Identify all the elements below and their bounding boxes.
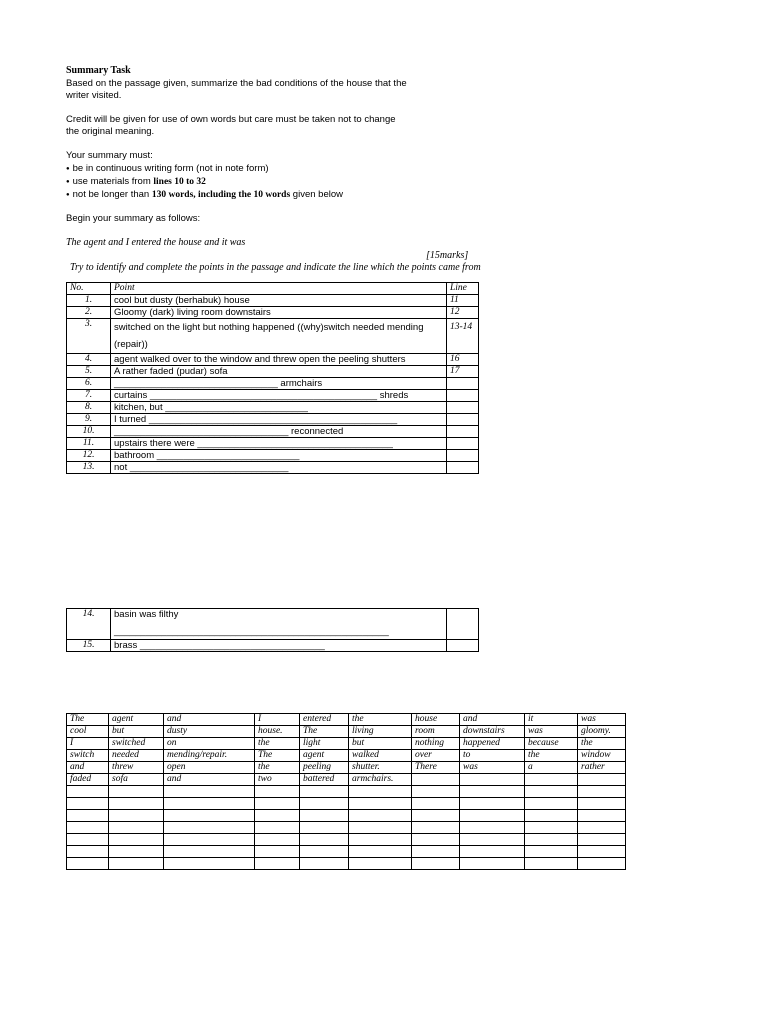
grid-cell[interactable] (255, 798, 300, 810)
line-number[interactable]: 13-14 (447, 319, 479, 354)
grid-cell[interactable]: sofa (109, 774, 164, 786)
header-line: Line (447, 283, 479, 295)
line-number[interactable] (447, 640, 479, 652)
grid-cell[interactable] (255, 846, 300, 858)
grid-cell[interactable]: entered (300, 714, 349, 726)
grid-cell[interactable] (349, 810, 412, 822)
point-text[interactable]: cool but dusty (berhabuk) house (111, 295, 447, 307)
grid-cell[interactable]: nothing (412, 738, 460, 750)
line-number[interactable] (447, 378, 479, 390)
lines-range: lines 10 to 32 (153, 177, 206, 187)
grid-cell[interactable]: and (67, 762, 109, 774)
grid-cell[interactable] (109, 786, 164, 798)
grid-row (67, 750, 626, 762)
grid-cell[interactable]: happened (460, 738, 525, 750)
grid-cell[interactable]: the (255, 738, 300, 750)
credit-line-2: the original meaning. (66, 126, 155, 137)
grid-cell[interactable] (67, 810, 109, 822)
grid-cell[interactable]: mending/repair. (164, 750, 255, 762)
grid-cell[interactable] (164, 846, 255, 858)
grid-cell[interactable]: switched (109, 738, 164, 750)
grid-cell[interactable]: The (67, 714, 109, 726)
marks-label: [15marks] (426, 250, 469, 261)
grid-cell[interactable] (578, 810, 626, 822)
point-text[interactable]: brass ___________________________________ (111, 640, 447, 652)
line-number[interactable] (447, 450, 479, 462)
grid-row (67, 774, 626, 786)
grid-cell[interactable] (300, 786, 349, 798)
grid-cell[interactable]: light (300, 738, 349, 750)
point-number: 11. (67, 438, 111, 450)
grid-cell[interactable] (255, 786, 300, 798)
table-row (67, 378, 479, 390)
grid-cell[interactable] (460, 858, 525, 870)
point-text[interactable]: switched on the light but nothing happened ((why)switch needed mending (repair)) (111, 319, 447, 354)
line-number[interactable]: 11 (447, 295, 479, 307)
grid-cell[interactable] (578, 774, 626, 786)
point-number: 3. (67, 319, 111, 354)
grid-cell[interactable]: to (460, 750, 525, 762)
grid-cell[interactable] (412, 834, 460, 846)
grid-cell[interactable]: The (300, 726, 349, 738)
line-number[interactable] (447, 609, 479, 640)
point-text[interactable]: Gloomy (dark) living room downstairs (111, 307, 447, 319)
grid-cell[interactable] (578, 798, 626, 810)
task-title: Summary Task (66, 65, 131, 76)
grid-cell[interactable] (109, 846, 164, 858)
grid-row (67, 786, 626, 798)
grid-cell[interactable] (525, 786, 578, 798)
grid-cell[interactable] (525, 858, 578, 870)
grid-row (67, 798, 626, 810)
grid-cell[interactable]: because (525, 738, 578, 750)
grid-cell[interactable]: cool (67, 726, 109, 738)
grid-cell[interactable] (109, 858, 164, 870)
grid-cell[interactable] (67, 834, 109, 846)
grid-cell[interactable] (164, 810, 255, 822)
point-number: 8. (67, 402, 111, 414)
points-table-continued (66, 608, 479, 652)
grid-cell[interactable]: walked (349, 750, 412, 762)
grid-row (67, 822, 626, 834)
grid-cell[interactable]: and (164, 774, 255, 786)
line-number[interactable] (447, 414, 479, 426)
table-row (67, 402, 479, 414)
point-number: 7. (67, 390, 111, 402)
grid-row (67, 714, 626, 726)
grid-cell[interactable]: rather (578, 762, 626, 774)
table-row (67, 450, 479, 462)
grid-cell[interactable] (300, 834, 349, 846)
point-text[interactable]: I turned _______________________________________________ (111, 414, 447, 426)
grid-cell[interactable] (578, 858, 626, 870)
grid-cell[interactable]: agent (109, 714, 164, 726)
grid-cell[interactable]: the (255, 762, 300, 774)
grid-cell[interactable] (578, 846, 626, 858)
point-number: 13. (67, 462, 111, 474)
grid-cell[interactable]: and (460, 714, 525, 726)
grid-cell[interactable] (460, 786, 525, 798)
grid-cell[interactable] (412, 786, 460, 798)
grid-cell[interactable] (255, 822, 300, 834)
grid-cell[interactable] (164, 798, 255, 810)
grid-cell[interactable]: needed (109, 750, 164, 762)
begin-prompt: Begin your summary as follows: (66, 213, 201, 224)
grid-cell[interactable] (525, 834, 578, 846)
grid-cell[interactable] (525, 774, 578, 786)
grid-cell[interactable] (460, 846, 525, 858)
header-point: Point (111, 283, 447, 295)
table-row (67, 426, 479, 438)
point-text[interactable]: bathroom ___________________________ (111, 450, 447, 462)
grid-cell[interactable] (460, 810, 525, 822)
grid-cell[interactable] (255, 858, 300, 870)
table-row (67, 609, 479, 640)
credit-line-1: Credit will be given for use of own words but care must be taken not to change (66, 114, 396, 125)
intro-line-2: writer visited. (66, 90, 122, 101)
grid-cell[interactable] (164, 858, 255, 870)
points-table (66, 282, 479, 474)
point-text[interactable] (111, 609, 447, 640)
grid-row (67, 846, 626, 858)
point-number: 14. (67, 609, 111, 640)
grid-cell[interactable] (300, 798, 349, 810)
point-number: 2. (67, 307, 111, 319)
intro-line-1: Based on the passage given, summarize the bad conditions of the house that the (66, 78, 407, 89)
grid-cell[interactable] (349, 786, 412, 798)
grid-cell[interactable] (412, 858, 460, 870)
grid-cell[interactable] (412, 810, 460, 822)
grid-cell[interactable] (525, 810, 578, 822)
table-row (67, 438, 479, 450)
line-number[interactable]: 12 (447, 307, 479, 319)
requirement-bullet-1: ● be in continuous writing form (not in note form) (66, 163, 269, 175)
grid-cell[interactable] (349, 858, 412, 870)
grid-cell[interactable] (578, 834, 626, 846)
grid-cell[interactable] (67, 822, 109, 834)
grid-cell[interactable] (67, 786, 109, 798)
grid-cell[interactable]: living (349, 726, 412, 738)
grid-cell[interactable] (164, 786, 255, 798)
line-number[interactable]: 17 (447, 366, 479, 378)
grid-cell[interactable]: a (525, 762, 578, 774)
point-text[interactable]: upstairs there were _____________________________________ (111, 438, 447, 450)
grid-cell[interactable] (460, 774, 525, 786)
grid-cell[interactable] (412, 846, 460, 858)
point-text-line-2: ____________________________________________________ (114, 626, 389, 637)
grid-cell[interactable] (300, 810, 349, 822)
line-number[interactable] (447, 438, 479, 450)
line-number[interactable]: 16 (447, 354, 479, 366)
grid-cell[interactable] (412, 822, 460, 834)
point-number: 1. (67, 295, 111, 307)
line-number[interactable] (447, 462, 479, 474)
point-number: 10. (67, 426, 111, 438)
requirement-bullet-2: ● use materials from lines 10 to 32 (66, 176, 206, 188)
grid-cell[interactable]: on (164, 738, 255, 750)
table-row (67, 414, 479, 426)
grid-cell[interactable]: switch (67, 750, 109, 762)
grid-cell[interactable]: peeling (300, 762, 349, 774)
header-no: No. (67, 283, 111, 295)
grid-cell[interactable]: agent (300, 750, 349, 762)
grid-cell[interactable]: I (67, 738, 109, 750)
grid-cell[interactable] (109, 834, 164, 846)
grid-cell[interactable] (578, 786, 626, 798)
grid-cell[interactable]: shutter. (349, 762, 412, 774)
grid-cell[interactable]: but (349, 738, 412, 750)
point-text[interactable]: _______________________________ armchairs (111, 378, 447, 390)
point-number: 4. (67, 354, 111, 366)
grid-cell[interactable]: faded (67, 774, 109, 786)
grid-cell[interactable] (525, 798, 578, 810)
grid-cell[interactable] (164, 834, 255, 846)
word-limit: 130 words, including the 10 words (151, 190, 291, 200)
grid-cell[interactable]: dusty (164, 726, 255, 738)
grid-cell[interactable] (109, 798, 164, 810)
points-table-header (67, 283, 479, 295)
requirements-heading: Your summary must: (66, 150, 153, 161)
grid-cell[interactable] (460, 834, 525, 846)
grid-cell[interactable] (349, 846, 412, 858)
grid-cell[interactable] (109, 822, 164, 834)
table-row (67, 390, 479, 402)
grid-row (67, 834, 626, 846)
table-row (67, 295, 479, 307)
grid-cell[interactable] (67, 858, 109, 870)
grid-cell[interactable] (67, 846, 109, 858)
grid-cell[interactable]: battered (300, 774, 349, 786)
grid-cell[interactable]: gloomy. (578, 726, 626, 738)
grid-cell[interactable]: I (255, 714, 300, 726)
grid-cell[interactable] (255, 834, 300, 846)
line-number[interactable] (447, 390, 479, 402)
point-text[interactable]: not ______________________________ (111, 462, 447, 474)
table-row (67, 462, 479, 474)
grid-cell[interactable]: and (164, 714, 255, 726)
grid-cell[interactable] (412, 774, 460, 786)
grid-cell[interactable]: was (578, 714, 626, 726)
grid-cell[interactable]: the (349, 714, 412, 726)
summary-starter: The agent and I entered the house and it was (66, 237, 246, 248)
grid-row (67, 810, 626, 822)
point-text-line-1: basin was filthy (114, 609, 179, 620)
grid-cell[interactable] (300, 822, 349, 834)
grid-cell[interactable] (460, 822, 525, 834)
point-text[interactable]: _________________________________ reconnected (111, 426, 447, 438)
point-number: 9. (67, 414, 111, 426)
grid-cell[interactable]: window (578, 750, 626, 762)
table-row (67, 319, 479, 354)
grid-cell[interactable]: two (255, 774, 300, 786)
grid-cell[interactable] (109, 810, 164, 822)
point-text[interactable]: A rather faded (pudar) sofa (111, 366, 447, 378)
points-instruction: Try to identify and complete the points in the passage and indicate the line which the points came from (70, 262, 481, 273)
point-number: 6. (67, 378, 111, 390)
grid-cell[interactable]: room (412, 726, 460, 738)
requirement-bullet-3: ● not be longer than 130 words, including the 10 words given below (66, 189, 343, 201)
table-row (67, 366, 479, 378)
grid-cell[interactable] (349, 798, 412, 810)
grid-row (67, 858, 626, 870)
table-row (67, 307, 479, 319)
grid-cell[interactable]: the (525, 750, 578, 762)
grid-cell[interactable] (300, 858, 349, 870)
grid-cell[interactable]: it (525, 714, 578, 726)
table-row (67, 354, 479, 366)
point-text[interactable]: kitchen, but ___________________________ (111, 402, 447, 414)
grid-cell[interactable] (349, 822, 412, 834)
word-count-grid (66, 713, 626, 870)
grid-cell[interactable]: threw (109, 762, 164, 774)
grid-cell[interactable] (255, 810, 300, 822)
point-text[interactable]: agent walked over to the window and threw open the peeling shutters (111, 354, 447, 366)
grid-cell[interactable] (300, 846, 349, 858)
table-row (67, 640, 479, 652)
grid-cell[interactable]: the (578, 738, 626, 750)
grid-cell[interactable]: The (255, 750, 300, 762)
grid-cell[interactable]: but (109, 726, 164, 738)
point-text[interactable]: curtains ___________________________________________ shreds (111, 390, 447, 402)
point-number: 5. (67, 366, 111, 378)
grid-cell[interactable]: armchairs. (349, 774, 412, 786)
grid-cell[interactable]: house. (255, 726, 300, 738)
line-number[interactable] (447, 402, 479, 414)
grid-row (67, 738, 626, 750)
grid-cell[interactable] (412, 798, 460, 810)
grid-row (67, 762, 626, 774)
grid-cell[interactable] (164, 822, 255, 834)
grid-cell[interactable]: downstairs (460, 726, 525, 738)
grid-cell[interactable] (460, 798, 525, 810)
grid-cell[interactable] (525, 822, 578, 834)
grid-cell[interactable] (67, 798, 109, 810)
grid-cell[interactable]: was (460, 762, 525, 774)
grid-cell[interactable] (349, 834, 412, 846)
line-number[interactable] (447, 426, 479, 438)
grid-cell[interactable] (578, 822, 626, 834)
grid-row (67, 726, 626, 738)
grid-cell[interactable]: There (412, 762, 460, 774)
grid-cell[interactable]: open (164, 762, 255, 774)
grid-cell[interactable] (525, 846, 578, 858)
point-number: 15. (67, 640, 111, 652)
grid-cell[interactable]: over (412, 750, 460, 762)
grid-cell[interactable]: house (412, 714, 460, 726)
grid-cell[interactable]: was (525, 726, 578, 738)
point-number: 12. (67, 450, 111, 462)
